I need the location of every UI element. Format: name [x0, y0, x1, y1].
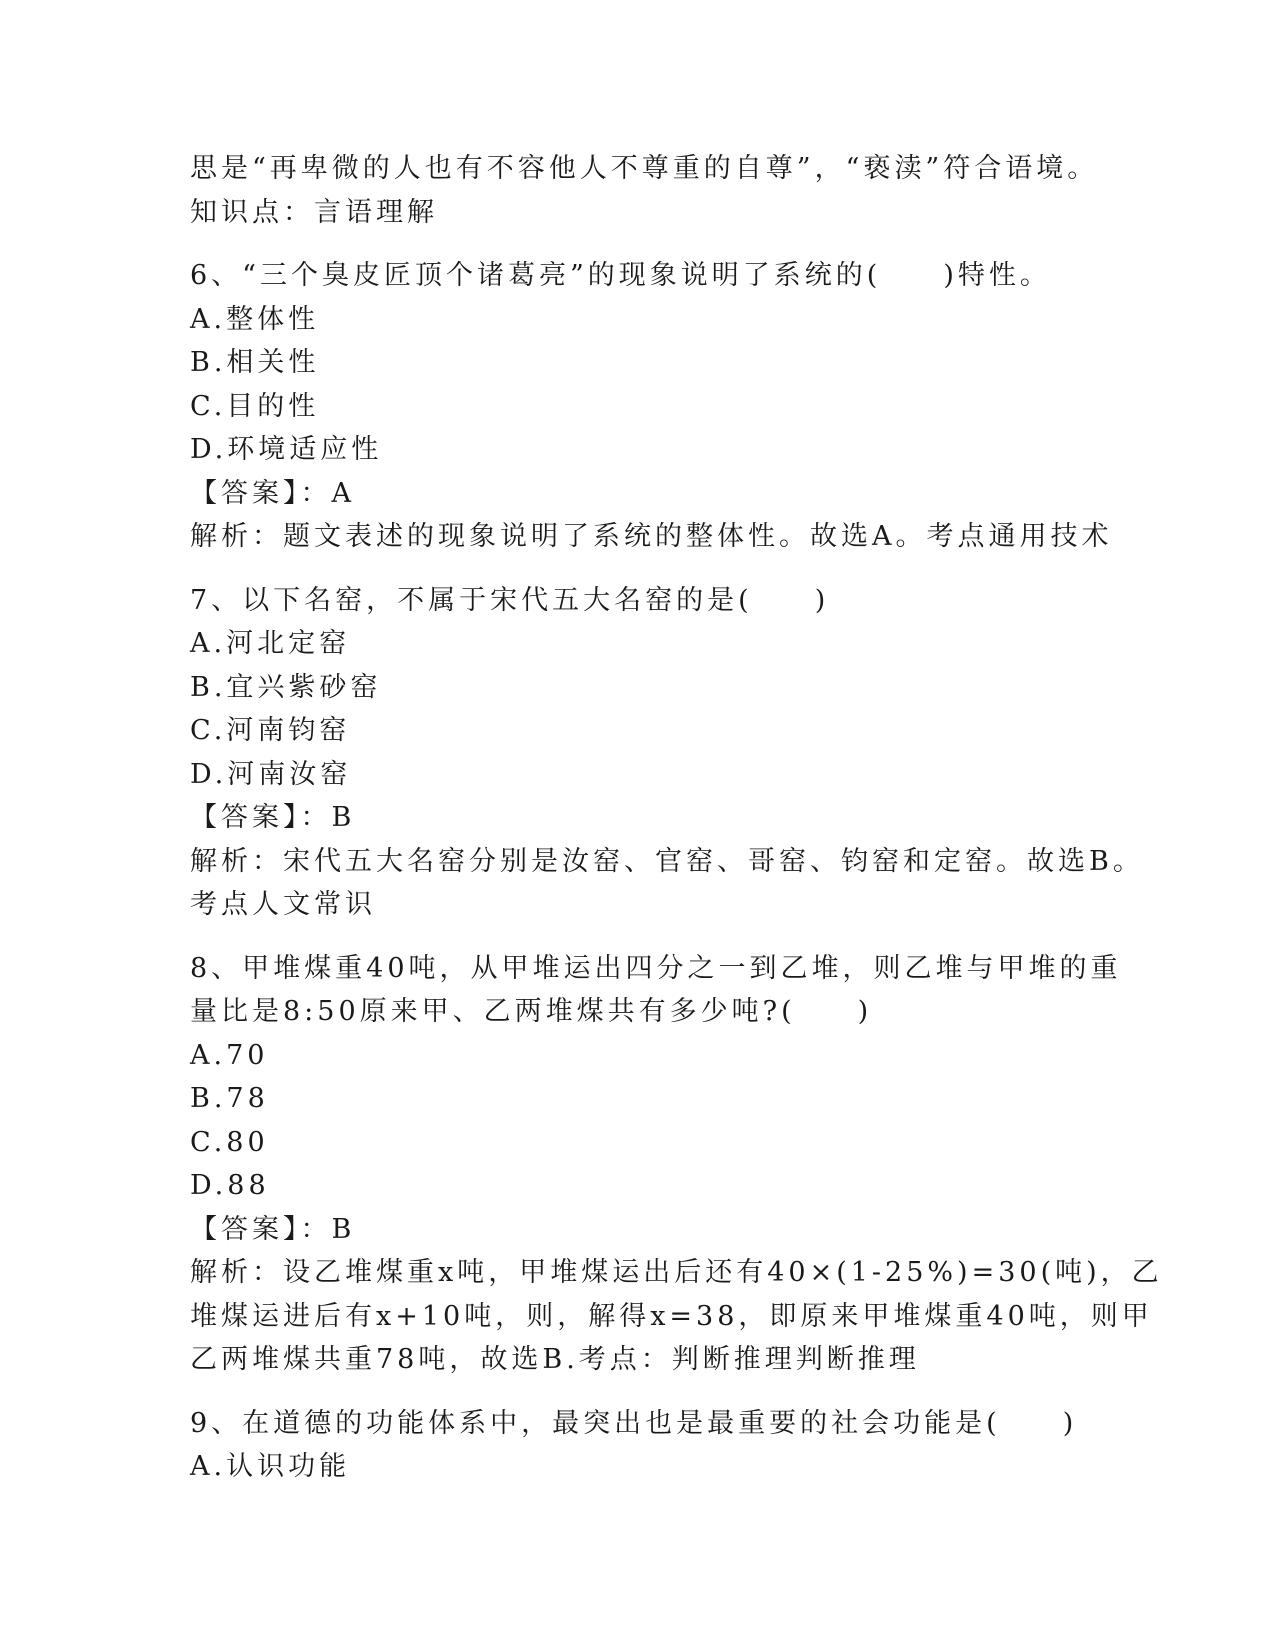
question-9 — [190, 1402, 1090, 1489]
knowledge-point: 知识点：言语理解 — [190, 196, 438, 228]
explanation-line: 解析：设乙堆煤重x吨，甲堆煤运出后还有40×(1-25%)=30(吨)，乙 — [190, 1257, 1163, 1288]
option-a: A.70 — [190, 1039, 269, 1071]
option-a: A.河北定窑 — [190, 628, 351, 659]
option-c: C.目的性 — [190, 390, 320, 422]
explanation-line: 考点人文常识 — [190, 889, 376, 920]
answer: 【答案】：B — [190, 1213, 356, 1245]
previous-question-tail — [190, 147, 1099, 234]
question-stem: 8、甲堆煤重40吨，从甲堆运出四分之一到乙堆，则乙堆与甲堆的重 — [190, 952, 1122, 984]
option-d: D.88 — [190, 1170, 270, 1201]
option-b: B.宜兴紫砂窑 — [190, 671, 382, 703]
question-stem: 7、以下名窑，不属于宋代五大名窑的是( ) — [190, 584, 830, 616]
option-d: D.河南汝窑 — [190, 758, 352, 790]
question-8 — [190, 947, 1163, 1382]
option-a: A.认识功能 — [190, 1451, 351, 1482]
answer: 【答案】：B — [190, 802, 356, 833]
question-stem: 9、在道德的功能体系中，最突出也是最重要的社会功能是( ) — [190, 1407, 1078, 1439]
option-b: B.相关性 — [190, 347, 320, 378]
document-page — [190, 147, 1163, 1489]
question-6 — [190, 254, 1113, 559]
answer: 【答案】：A — [190, 477, 355, 509]
option-b: B.78 — [190, 1083, 269, 1114]
option-c: C.河南钧窑 — [190, 715, 351, 746]
explanation-line: 思是“再卑微的人也有不容他人不尊重的自尊”，“亵渎”符合语境。 — [190, 153, 1099, 184]
explanation-line: 乙两堆煤共重78吨，故选B.考点：判断推理判断推理 — [190, 1344, 920, 1375]
question-stem: 量比是8:50原来甲、乙两堆煤共有多少吨?( ) — [190, 996, 873, 1027]
question-7 — [190, 579, 1144, 927]
question-stem: 6、“三个臭皮匠顶个诸葛亮”的现象说明了系统的( )特性。 — [190, 260, 1051, 291]
explanation-line: 解析：题文表述的现象说明了系统的整体性。故选A。考点通用技术 — [190, 521, 1113, 552]
explanation-line: 堆煤运进后有x+10吨，则，解得x=38，即原来甲堆煤重40吨，则甲 — [190, 1300, 1153, 1332]
option-c: C.80 — [190, 1126, 269, 1158]
option-a: A.整体性 — [190, 303, 320, 335]
explanation-line: 解析：宋代五大名窑分别是汝窑、官窑、哥窑、钧窑和定窑。故选B。 — [190, 845, 1144, 877]
option-d: D.环境适应性 — [190, 434, 383, 465]
